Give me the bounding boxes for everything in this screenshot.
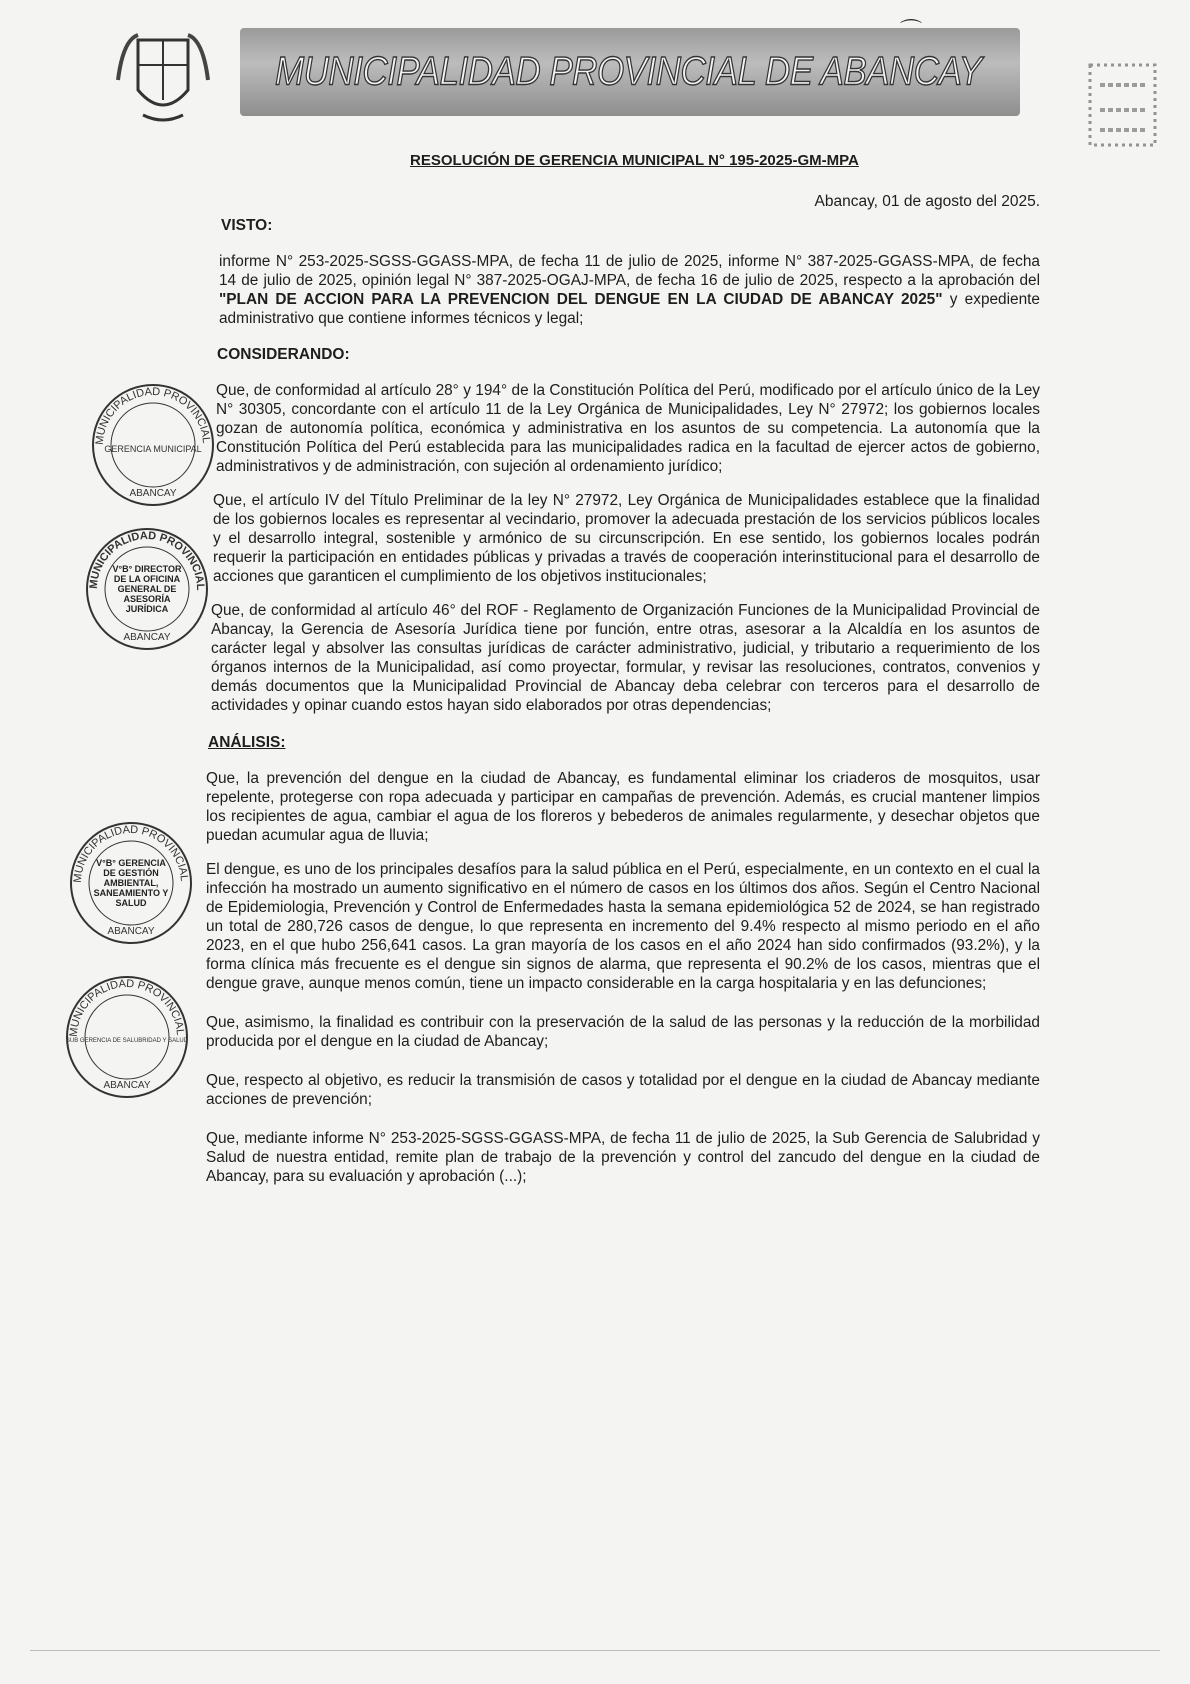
coat-of-arms-logo	[108, 20, 218, 130]
svg-text:MUNICIPALIDAD PROVINCIAL: MUNICIPALIDAD PROVINCIAL	[67, 977, 187, 1038]
visto-text: informe N° 253-2025-SGSS-GGASS-MPA, de fecha 11 de julio de 2025, informe N° 387-2025-GGASS-MPA, de fecha 14 de julio de 2025, opinión legal N° 387-2025-OGAJ-MPA, de fecha 16 de julio de 2025, respecto a la aprobación del	[219, 253, 1040, 289]
stamp-gestion-ambiental	[66, 818, 196, 948]
svg-text:GERENCIA MUNICIPAL: GERENCIA MUNICIPAL	[104, 444, 202, 454]
analisis-paragraph: Que, mediante informe N° 253-2025-SGSS-GGASS-MPA, de fecha 11 de julio de 2025, la Sub Gerencia de Salubridad y Salud de nuestra entidad, remite plan de trabajo de la prevención y control del zancudo del dengue en la ciudad de Abancay, para su evaluación y aprobación (...);	[206, 1130, 1040, 1185]
considerando-heading: CONSIDERANDO:	[217, 346, 350, 363]
stamp-inner-text: V°B° DIRECTOR DE LA OFICINA GENERAL DE ASESORÍA JURÍDICA	[112, 564, 182, 614]
svg-text:ABANCAY: ABANCAY	[123, 632, 171, 643]
document-date: Abancay, 01 de agosto del 2025.	[814, 193, 1040, 210]
visto-paragraph	[219, 252, 1040, 328]
analisis-paragraph: Que, respecto al objetivo, es reducir la transmisión de casos y totalidad por el dengue en la ciudad de Abancay mediante acciones de prevención;	[206, 1072, 1040, 1108]
considerando-paragraph: Que, el artículo IV del Título Preliminar de la ley N° 27972, Ley Orgánica de Municipalidades establece que la finalidad de los gobiernos locales es representar al vecindario, promover la adecuada prestación de los servicios públicos locales y el desarrollo integral, sostenible y armónico de su circunscripción. En ese sentido, los gobiernos locales podrán requerir la participación en entidades públicas y privadas a través de cooperación interinstitucional para el desarrollo de acciones que garanticen el cumplimiento de los objetivos institucionales;	[213, 492, 1040, 585]
document-body	[206, 216, 1040, 1186]
stamp-inner-text: V°B° GERENCIA DE GESTIÓN AMBIENTAL, SANEAMIENTO Y SALUD	[93, 858, 169, 908]
svg-text:MUNICIPALIDAD PROVINCIAL: MUNICIPALIDAD PROVINCIAL	[93, 385, 213, 446]
analisis-paragraph: Que, la prevención del dengue en la ciudad de Abancay, es fundamental eliminar los criaderos de mosquitos, usar repelente, protegerse con ropa adecuada y participar en campañas de prevención. Además, es crucial mantener limpios los recipientes de agua, cambiar el agua de los floreros y bebederos de animales regularmente, y desechar objetos que puedan acumular agua de lluvia;	[206, 770, 1040, 844]
page-edge-line	[30, 1650, 1160, 1651]
stamp-asesoria-juridica	[82, 524, 212, 654]
banner-title: MUNICIPALIDAD PROVINCIAL DE ABANCAY	[275, 49, 982, 94]
considerando-paragraph: Que, de conformidad al artículo 46° del ROF - Reglamento de Organización Funciones de la Municipalidad Provincial de Abancay, la Gerencia de Asesoría Jurídica tiene por función, entre otras, asesorar a la Alcaldía en los asuntos de carácter legal y absolver las consultas jurídicas de carácter administrativo, judicial, y tributario a requerimiento de los órganos internos de la Municipalidad, así como proyectar, formular, y revisar las resoluciones, contratos, convenios y demás documentos que la Municipalidad Provincial de Abancay deba celebrar con terceros para el desarrollo de actividades y opinar cuando estos hayan sido elaborados por otras dependencias;	[211, 602, 1040, 714]
plan-title: "PLAN DE ACCION PARA LA PREVENCION DEL DENGUE EN LA CIUDAD DE ABANCAY 2025"	[219, 291, 943, 308]
analisis-paragraph: Que, asimismo, la finalidad es contribuir con la preservación de la salud de las personas y la reducción de la morbilidad producida por el dengue en la ciudad de Abancay;	[206, 1014, 1040, 1050]
svg-text:ABANCAY: ABANCAY	[129, 488, 177, 499]
svg-text:SUB GERENCIA DE SALUBRIDAD Y S: SUB GERENCIA DE SALUBRIDAD Y SALUD	[65, 1038, 189, 1044]
resolution-title: RESOLUCIÓN DE GERENCIA MUNICIPAL N° 195-2025-GM-MPA	[410, 152, 859, 169]
municipal-emblem-icon	[1080, 55, 1165, 155]
svg-text:ABANCAY: ABANCAY	[103, 1080, 151, 1091]
visto-text-end: y expediente administrativo que contiene informes técnicos y legal;	[219, 291, 1040, 327]
svg-text:MUNICIPALIDAD PROVINCIAL: MUNICIPALIDAD PROVINCIAL	[87, 529, 207, 591]
considerando-paragraph: Que, de conformidad al artículo 28° y 194° de la Constitución Política del Perú, modificado por el artículo único de la Ley N° 30305, concordante con el artículo 11 de la Ley Orgánica de Municipalidades, Ley N° 27972; los gobiernos locales gozan de autonomía política, económica y administrativa en los asuntos de su competencia. La autonomía que la Constitución Política del Perú establecida para las municipalidades radica en la facultad de ejercer actos de gobierno, administrativos y de administración, con sujeción al ordenamiento jurídico;	[216, 382, 1040, 475]
svg-text:ABANCAY: ABANCAY	[107, 926, 155, 937]
stamp-salubridad	[62, 972, 192, 1102]
stamp-gerencia-municipal	[88, 380, 218, 510]
analisis-paragraph: El dengue, es uno de los principales desafíos para la salud pública en el Perú, especialmente, en un contexto en el cual la infección ha mostrado un aumento significativo en el número de casos en los últimos dos años. Según el Centro Nacional de Epidemiologia, Prevención y Control de Enfermedades hasta la semana epidemiológica 52 de 2024, se han registrado un total de 280,726 casos de dengue, lo que representa en incremento del 9.4% respecto al mismo periodo en el año 2023, en el que hubo 256,641 casos. La gran mayoría de los casos en el año 2024 han sido confirmados (93.2%), y la forma clínica más frecuente es el dengue sin signos de alarma, que representa el 90.2% de los casos, mientras que el dengue grave, aunque menos común, tiene un impacto considerable en la carga hospitalaria y en las defunciones;	[206, 861, 1040, 992]
svg-text:MUNICIPALIDAD PROVINCIAL: MUNICIPALIDAD PROVINCIAL	[71, 823, 191, 884]
signature-mark: ⌒	[900, 18, 923, 43]
analisis-heading: ANÁLISIS:	[208, 734, 286, 751]
visto-heading: VISTO:	[221, 217, 273, 234]
